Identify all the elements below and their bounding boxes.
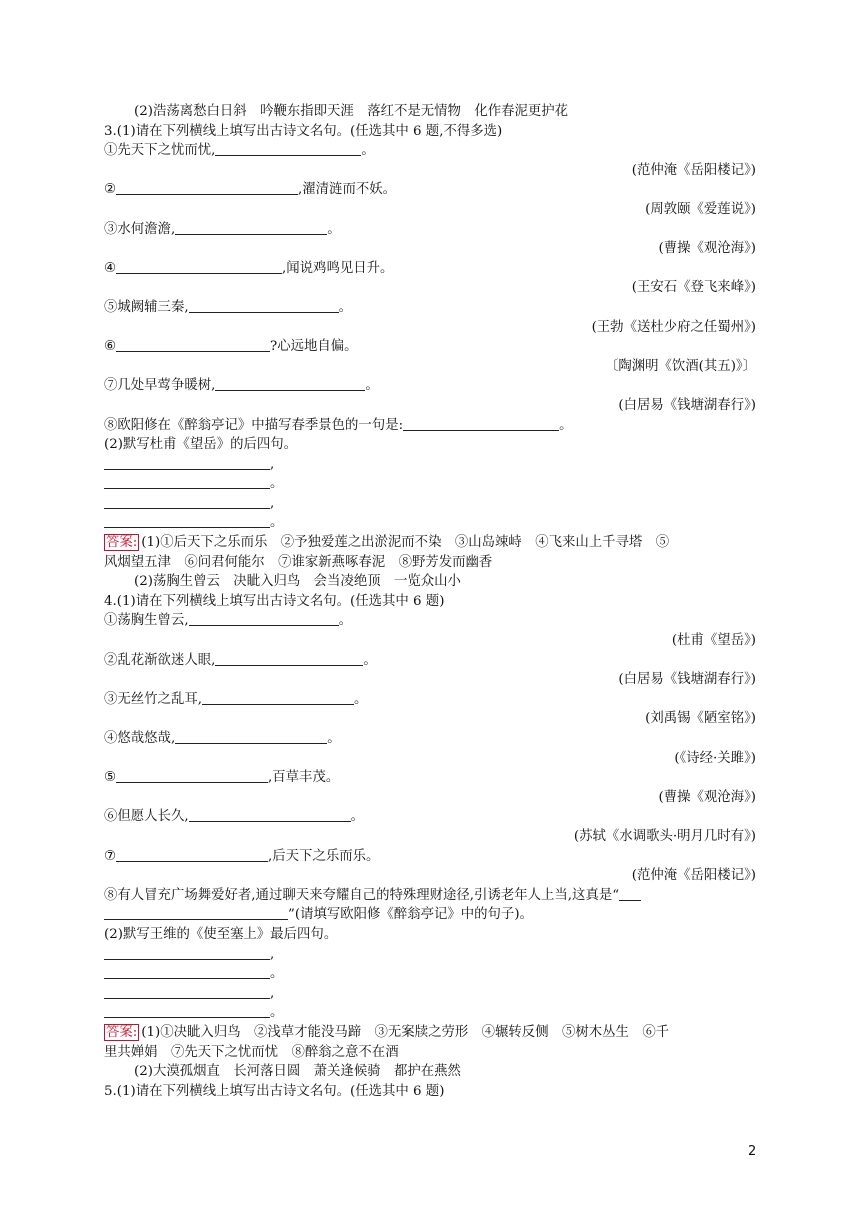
q3-source-4: (王安石《登飞来峰》) xyxy=(631,280,756,296)
q4-item-1: ①荡胸生曾云, 。 xyxy=(104,613,352,629)
q4-item-8-line-2: ”(请填写欧阳修《醉翁亭记》中的句子)。 xyxy=(104,905,756,925)
q4-item-1-text: ①荡胸生曾云, xyxy=(104,613,189,629)
q3-source-7: (白居易《钱塘湖春行》) xyxy=(618,397,756,413)
answer-blank[interactable] xyxy=(104,494,270,509)
q3-recite-line-2: 。 xyxy=(104,474,756,494)
answer-label: 答案: xyxy=(106,535,138,551)
q4-item-5: ⑤ ,百草丰茂。 xyxy=(104,770,340,786)
q4-part2: (2)默写王维的《使至塞上》最后四句。 xyxy=(104,926,338,942)
q3-part2: (2)默写杜甫《望岳》的后四句。 xyxy=(104,437,298,453)
q3-item-2: ② ,濯清涟而不妖。 xyxy=(104,182,397,198)
q3-answer-line-2: 风烟望五津 ⑥问君何能尔 ⑦谁家新燕啄春泥 ⑧野芳发而幽香 xyxy=(104,554,493,570)
q4-item-8-text: ⑧有人冒充广场舞爱好者,通过聊天来夸耀自己的特殊理财途径,引诱老年人上当,这真是“ xyxy=(104,887,620,903)
q4-item-8-line-1 xyxy=(104,886,756,906)
answer-blank[interactable] xyxy=(104,455,270,470)
q3-answer-line-1: 答案: (1)①后天下之乐而乐 ②予独爱莲之出淤泥而不染 ③山岛竦峙 ④飞来山上千寻塔 ⑤ xyxy=(106,535,670,551)
q3-item-7: ⑦几处早莺争暖树, 。 xyxy=(104,378,379,394)
answer-blank[interactable] xyxy=(619,886,641,901)
q3-recite-line-4: 。 xyxy=(104,513,756,533)
q4-item-2: ②乱花渐欲迷人眼, 。 xyxy=(104,652,377,668)
answer-blank[interactable] xyxy=(104,984,270,999)
q3-item-6-text: ⑥ xyxy=(104,339,117,355)
q4-source-2: (白居易《钱塘湖春行》) xyxy=(618,672,756,688)
q3-item-6: ⑥ ?心远地自偏。 xyxy=(104,339,358,355)
q4-source-3: (刘禹锡《陋室铭》) xyxy=(645,711,756,727)
answer-blank[interactable] xyxy=(104,905,288,920)
q4-item-4: ④悠哉悠哉, 。 xyxy=(104,731,341,746)
q4-item-7-text: ⑦ xyxy=(104,848,117,864)
q4-source-1: (杜甫《望岳》) xyxy=(671,633,756,649)
answer-blank[interactable] xyxy=(104,1003,270,1018)
q3-item-8-text: ⑧欧阳修在《醉翁亭记》中描写春季景色的一句是: xyxy=(104,417,404,433)
q3-source-5: (王勃《送杜少府之任蜀州》) xyxy=(591,319,756,335)
answer-blank[interactable] xyxy=(104,513,270,528)
q4-source-4: (《诗经·关雎》) xyxy=(674,750,756,766)
q3-recite-line-1: , xyxy=(104,455,756,475)
q3-answer-part2: (2)荡胸生曾云 决眦入归鸟 会当凌绝顶 一览众山小 xyxy=(134,574,461,590)
answer-blank[interactable] xyxy=(403,416,559,431)
q3-item-4-text: ④ xyxy=(104,260,117,276)
q2-answer-part2: (2)浩荡离愁白日斜 吟鞭东指即天涯 落红不是无情物 化作春泥更护花 xyxy=(134,104,569,119)
answer-blank[interactable] xyxy=(189,611,339,626)
answer-blank[interactable] xyxy=(116,180,298,195)
q4-answer-line-1: 答案: (1)①决眦入归鸟 ②浅草才能没马蹄 ③无案牍之劳形 ④辗转反侧 ⑤树木丛生 ⑥千 xyxy=(106,1024,670,1040)
q4-item-4-text: ④悠哉悠哉, xyxy=(104,731,176,746)
q3-item-1: ①先天下之忧而忧, 。 xyxy=(104,143,375,159)
answer-blank[interactable] xyxy=(104,474,270,489)
answer-blank[interactable] xyxy=(175,729,327,744)
answer-blank[interactable] xyxy=(189,807,351,822)
q3-source-3: (曹操《观沧海》) xyxy=(658,241,756,257)
q3-item-5: ⑤城阙辅三秦, 。 xyxy=(104,299,352,315)
page-number: 2 xyxy=(748,1144,757,1159)
q3-item-8: ⑧欧阳修在《醉翁亭记》中描写春季景色的一句是: 。 xyxy=(104,417,573,433)
q3-item-3: ③水何澹澹, 。 xyxy=(104,221,341,237)
q3-item-7-text: ⑦几处早莺争暖树, xyxy=(104,378,216,394)
q4-item-2-text: ②乱花渐欲迷人眼, xyxy=(104,652,216,668)
q4-item-3: ③无丝竹之乱耳, 。 xyxy=(104,691,368,707)
answer-blank[interactable] xyxy=(116,768,268,783)
answer-blank[interactable] xyxy=(116,847,268,862)
answer-blank[interactable] xyxy=(116,259,282,274)
q4-recite-line-1: , xyxy=(104,945,756,965)
answer-blank[interactable] xyxy=(104,964,270,979)
q4-item-3-text: ③无丝竹之乱耳, xyxy=(104,691,202,707)
q4-answer-line-2: 里共婵娟 ⑦先天下之忧而忧 ⑧醉翁之意不在酒 xyxy=(104,1044,399,1060)
answer-label: 答案: xyxy=(106,1024,138,1040)
q4-item-7: ⑦ ,后天下之乐而乐。 xyxy=(104,848,380,864)
q3-source-1: (范仲淹《岳阳楼记》) xyxy=(631,162,756,178)
answer-blank[interactable] xyxy=(116,337,270,352)
q3-source-6: 〔陶渊明《饮酒(其五)》〕 xyxy=(604,358,756,374)
q4-answer-part2: (2)大漠孤烟直 长河落日圆 萧关逢候骑 都护在燕然 xyxy=(134,1064,461,1080)
q4-title: 4.(1)请在下列横线上填写出古诗文名句。(任选其中 6 题) xyxy=(104,593,445,609)
q4-source-5: (曹操《观沧海》) xyxy=(658,789,756,805)
answer-blank[interactable] xyxy=(215,141,361,156)
answer-blank[interactable] xyxy=(202,690,354,705)
q3-item-4: ④ ,闻说鸡鸣见日升。 xyxy=(104,260,394,276)
q4-source-6: (苏轼《水调歌头·明月几时有》) xyxy=(573,828,756,844)
q4-source-7: (范仲淹《岳阳楼记》) xyxy=(631,868,756,884)
q3-item-3-text: ③水何澹澹, xyxy=(104,221,176,237)
answer-blank[interactable] xyxy=(215,651,363,666)
q3-item-1-text: ①先天下之忧而忧, xyxy=(104,143,216,159)
answer-blank[interactable] xyxy=(189,298,339,313)
q3-source-2: (周敦颐《爱莲说》) xyxy=(645,201,756,217)
q4-item-6-text: ⑥但愿人长久, xyxy=(104,809,189,825)
document-page xyxy=(104,102,756,1101)
q5-title: 5.(1)请在下列横线上填写出古诗文名句。(任选其中 6 题) xyxy=(104,1083,445,1099)
answer-blank[interactable] xyxy=(215,376,365,391)
q4-recite-line-4: 。 xyxy=(104,1003,756,1023)
q3-title: 3.(1)请在下列横线上填写出古诗文名句。(任选其中 6 题,不得多选) xyxy=(104,123,503,139)
answer-blank[interactable] xyxy=(104,945,270,960)
q4-recite-line-2: 。 xyxy=(104,964,756,984)
q3-recite-line-3: , xyxy=(104,494,756,514)
q4-item-5-text: ⑤ xyxy=(104,770,117,786)
answer-blank[interactable] xyxy=(175,220,327,235)
q4-recite-line-3: , xyxy=(104,984,756,1004)
q3-item-5-text: ⑤城阙辅三秦, xyxy=(104,299,189,315)
q3-item-2-text: ② xyxy=(104,182,117,198)
q4-item-6: ⑥但愿人长久, 。 xyxy=(104,809,364,825)
